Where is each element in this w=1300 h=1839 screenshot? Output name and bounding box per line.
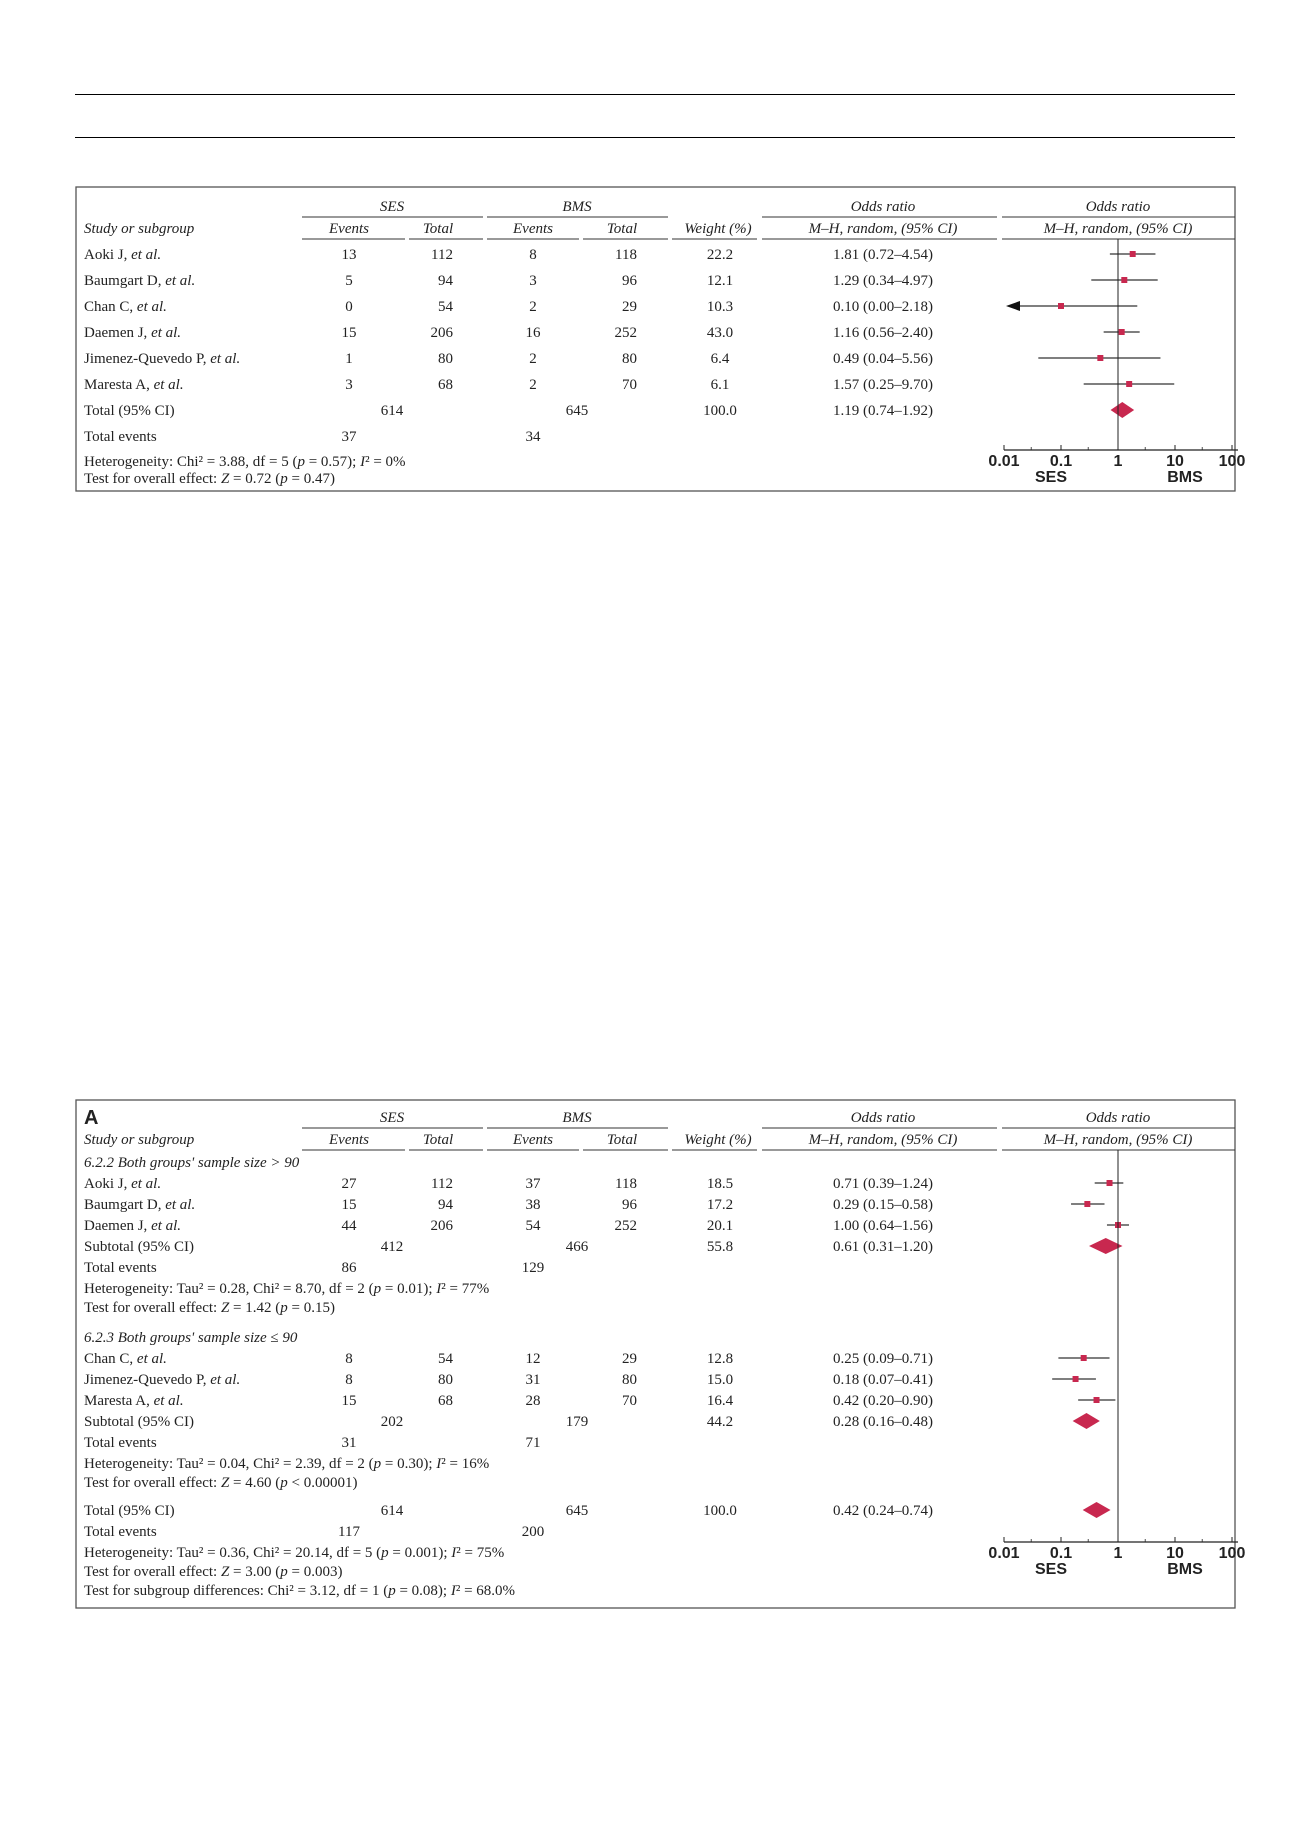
chart1-study-0-weight: 22.2 [706,247,734,263]
chart2-subgroup-1-study-1-events2: 31 [525,1372,541,1388]
chart1-study-3-weight: 43.0 [706,325,734,341]
chart1-heterogeneity: Heterogeneity: Chi² = 3.88, df = 5 (p = 0.57); I² = 0% [84,454,406,470]
chart1-study-2-ci-text: 0.10 (0.00–2.18) [833,299,933,315]
chart2-subgroup-1-study-1-weight: 15.0 [706,1372,734,1388]
chart2-subgroup-0-study-1-label: Baumgart D, et al. [84,1197,196,1213]
chart1-study-1-ci-text: 1.29 (0.34–4.97) [833,273,933,289]
chart2-subgroup-1-title: 6.2.3 Both groups' sample size ≤ 90 [84,1330,298,1346]
chart1-total-events-events2: 34 [525,429,541,445]
chart2-subgroup-1-study-1-label: Jimenez-Quevedo P, et al. [84,1372,241,1388]
chart1-study-5-point [1126,381,1132,387]
chart1-study-4-weight: 6.4 [710,351,730,367]
chart2-study-header: Study or subgroup [84,1132,195,1148]
chart1-or-title: Odds ratio [850,199,916,215]
chart2-subgroup-1-study-0-events2: 12 [525,1351,541,1367]
chart1-overall-effect: Test for overall effect: Z = 0.72 (p = 0.47) [84,471,335,487]
chart1-total-diamond [1111,402,1135,418]
chart2-subgroup-1-study-2-events1: 15 [341,1393,357,1409]
chart2-subgroup-0-study-1-point [1084,1201,1090,1207]
chart2-group2-header: BMS [562,1110,592,1126]
chart2-subgroup-1-study-2-weight: 16.4 [706,1393,734,1409]
chart1-study-0-ci-text: 1.81 (0.72–4.54) [833,247,933,263]
chart2-total-total2: 645 [565,1503,589,1519]
chart2-subgroup-0-total-events-label: Total events [84,1260,157,1276]
chart2-subgroup-1-study-0-total2: 29 [622,1351,637,1367]
chart2-subgroup-0-overall-effect: Test for overall effect: Z = 1.42 (p = 0.15) [84,1300,335,1316]
chart1-total-events-events1: 37 [341,429,357,445]
chart1-study-0-total1: 112 [431,247,453,263]
chart1-tick-label-3: 10 [1166,453,1184,470]
chart2-axis-left-label: SES [1034,1561,1068,1578]
chart1-study-1-total2: 96 [622,273,637,289]
chart1-study-1-events1: 5 [345,273,353,289]
chart1-or-method-header: M–H, random, (95% CI) [808,221,958,237]
chart2-subgroup-1-study-2-events2: 28 [525,1393,541,1409]
chart1-study-2-arrow [1006,301,1020,311]
chart2-subgroup-1-study-1-ci-text: 0.18 (0.07–0.41) [833,1372,933,1388]
chart1-study-5-events2: 2 [529,377,537,393]
chart2-total1-header: Total [422,1132,454,1148]
chart2-subgroup-1-subtotal-label: Subtotal (95% CI) [84,1414,194,1430]
chart2-subgroup-0-study-0-label: Aoki J, et al. [84,1176,162,1192]
chart1-study-2-total1: 54 [438,299,453,315]
chart1-study-2-events2: 2 [529,299,537,315]
chart1-study-4-events2: 2 [529,351,537,367]
chart1-total-total2: 645 [565,403,589,419]
chart2-note-0: Heterogeneity: Tau² = 0.36, Chi² = 20.14, df = 5 (p = 0.001); I² = 75% [84,1545,505,1561]
chart2-total2-header: Total [606,1132,638,1148]
chart2-subgroup-0-total-events-events2: 129 [521,1260,545,1276]
chart1-study-0-events1: 13 [341,247,357,263]
chart1-total-label: Total (95% CI) [84,403,175,419]
chart1-study-2-events1: 0 [345,299,353,315]
chart1-study-4-events1: 1 [345,351,353,367]
chart2-subgroup-0-subtotal-weight: 55.8 [706,1239,734,1255]
chart2-total-diamond [1083,1502,1111,1518]
chart1-study-header: Study or subgroup [84,221,195,237]
chart2-total-events-events1: 117 [338,1524,360,1540]
chart1-study-2-label: Chan C, et al. [84,299,167,315]
chart1-axis-left-label: SES [1034,469,1068,486]
chart2-tick-label-0: 0.01 [988,1545,1020,1562]
chart2-subgroup-0-study-1-events2: 38 [525,1197,541,1213]
chart2-subgroup-0-title: 6.2.2 Both groups' sample size > 90 [84,1155,300,1171]
chart1-plot-title: Odds ratio [1085,199,1151,215]
chart2-subgroup-0-study-1-total1: 94 [438,1197,453,1213]
chart2-panel-label: A [84,1107,99,1129]
chart2-subgroup-0-study-0-weight: 18.5 [706,1176,734,1192]
chart1-tick-label-2: 1 [1113,453,1123,470]
chart2-subgroup-0-study-0-events2: 37 [525,1176,541,1192]
chart2-subgroup-1-study-2-total1: 68 [438,1393,453,1409]
chart1-study-3-events1: 15 [341,325,357,341]
chart2-subgroup-0-study-2-total2: 252 [614,1218,637,1234]
chart2-total-weight: 100.0 [703,1503,737,1519]
chart2-subgroup-0-study-1-total2: 96 [622,1197,637,1213]
chart1-events1-header: Events [329,221,369,237]
chart2-subgroup-0-subtotal-ci-text: 0.61 (0.31–1.20) [833,1239,933,1255]
chart2-subgroup-1-subtotal-ci-text: 0.28 (0.16–0.48) [833,1414,933,1430]
chart1-study-3-point [1119,329,1125,335]
chart2-total-events-events2: 200 [521,1524,545,1540]
chart1-study-5-ci-text: 1.57 (0.25–9.70) [833,377,933,393]
chart2-subgroup-1-study-1-total1: 80 [438,1372,453,1388]
chart1-study-1-weight: 12.1 [706,273,734,289]
chart2-plot-title: Odds ratio [1085,1110,1151,1126]
chart1-weight-header: Weight (%) [684,221,752,237]
chart1-study-1-events2: 3 [529,273,537,289]
chart1-study-5-total1: 68 [438,377,453,393]
chart2-events1-header: Events [329,1132,369,1148]
chart1-study-0-events2: 8 [529,247,537,263]
chart1-study-2-total2: 29 [622,299,637,315]
chart1-events2-header: Events [513,221,553,237]
chart2-subgroup-0-study-2-ci-text: 1.00 (0.64–1.56) [833,1218,933,1234]
chart2-subgroup-1-study-2-total2: 70 [622,1393,637,1409]
chart2-tick-label-4: 100 [1218,1545,1246,1562]
chart1-study-4-point [1097,355,1103,361]
chart1-total-ci-text: 1.19 (0.74–1.92) [833,403,933,419]
chart2-subgroup-1-total-events-events2: 71 [525,1435,541,1451]
chart2-subgroup-0-study-1-weight: 17.2 [706,1197,734,1213]
chart2-subgroup-0-study-2-events1: 44 [341,1218,357,1234]
chart2-subgroup-1-study-1-events1: 8 [345,1372,353,1388]
chart2-axis-right-label: BMS [1167,1561,1203,1578]
chart2-note-2: Test for subgroup differences: Chi² = 3.12, df = 1 (p = 0.08); I² = 68.0% [84,1583,516,1599]
chart1-study-4-total1: 80 [438,351,453,367]
chart2-subgroup-0-total-events-events1: 86 [341,1260,357,1276]
chart2-tick-label-2: 1 [1113,1545,1123,1562]
chart2-subgroup-1-study-2-label: Maresta A, et al. [84,1393,184,1409]
chart2-subgroup-0-heterogeneity: Heterogeneity: Tau² = 0.28, Chi² = 8.70, df = 2 (p = 0.01); I² = 77% [84,1281,490,1297]
chart1-study-0-total2: 118 [615,247,637,263]
chart1-study-4-ci-text: 0.49 (0.04–5.56) [833,351,933,367]
chart2-note-1: Test for overall effect: Z = 3.00 (p = 0.003) [84,1564,343,1580]
chart1-study-5-weight: 6.1 [710,377,730,393]
chart2-plot-method-header: M–H, random, (95% CI) [1043,1132,1193,1148]
chart1-study-3-ci-text: 1.16 (0.56–2.40) [833,325,933,341]
chart2-subgroup-0-study-0-total2: 118 [615,1176,637,1192]
chart2-subgroup-0-study-2-events2: 54 [525,1218,541,1234]
chart2-total-events-label: Total events [84,1524,157,1540]
chart2-subgroup-1-study-1-point [1073,1376,1079,1382]
chart1-study-1-label: Baumgart D, et al. [84,273,196,289]
chart2-subgroup-0-study-2-weight: 20.1 [706,1218,734,1234]
chart2-subgroup-0-study-1-ci-text: 0.29 (0.15–0.58) [833,1197,933,1213]
chart2-subgroup-1-heterogeneity: Heterogeneity: Tau² = 0.04, Chi² = 2.39, df = 2 (p = 0.30); I² = 16% [84,1456,490,1472]
chart1-group1-header: SES [379,199,405,215]
chart1-plot-method-header: M–H, random, (95% CI) [1043,221,1193,237]
chart2-subgroup-0-study-1-events1: 15 [341,1197,357,1213]
chart2-total-total1: 614 [380,1503,404,1519]
chart2-subgroup-1-study-0-ci-text: 0.25 (0.09–0.71) [833,1351,933,1367]
chart1-total2-header: Total [606,221,638,237]
chart2-subgroup-1-subtotal-diamond [1073,1413,1100,1429]
chart1-study-3-total2: 252 [614,325,637,341]
chart2-weight-header: Weight (%) [684,1132,752,1148]
chart2-subgroup-1-subtotal-weight: 44.2 [706,1414,734,1430]
chart2-subgroup-0-study-2-total1: 206 [430,1218,453,1234]
chart2-subgroup-0-study-2-label: Daemen J, et al. [84,1218,182,1234]
chart1-tick-label-1: 0.1 [1049,453,1073,470]
chart1-study-3-label: Daemen J, et al. [84,325,182,341]
chart2-total-label: Total (95% CI) [84,1503,175,1519]
chart2-subgroup-1-overall-effect: Test for overall effect: Z = 4.60 (p < 0.00001) [84,1475,358,1491]
chart2-group1-header: SES [379,1110,405,1126]
chart1-study-4-label: Jimenez-Quevedo P, et al. [84,351,241,367]
chart1-axis-right-label: BMS [1167,469,1203,486]
chart2-subgroup-0-study-0-point [1107,1180,1113,1186]
chart2-subgroup-1-study-0-label: Chan C, et al. [84,1351,167,1367]
chart2-frame [76,1100,1235,1608]
chart2-subgroup-0-subtotal-label: Subtotal (95% CI) [84,1239,194,1255]
chart1-total1-header: Total [422,221,454,237]
chart2-subgroup-1-study-2-point [1094,1397,1100,1403]
chart2-subgroup-0-study-0-total1: 112 [431,1176,453,1192]
chart2-subgroup-1-study-2-ci-text: 0.42 (0.20–0.90) [833,1393,933,1409]
chart2-subgroup-1-study-0-total1: 54 [438,1351,453,1367]
chart2-subgroup-0-subtotal-diamond [1089,1238,1123,1254]
chart2-tick-label-3: 10 [1166,1545,1184,1562]
chart2-subgroup-1-study-0-weight: 12.8 [706,1351,734,1367]
chart2-subgroup-0-study-0-ci-text: 0.71 (0.39–1.24) [833,1176,933,1192]
chart2-or-method-header: M–H, random, (95% CI) [808,1132,958,1148]
chart1-study-1-point [1121,277,1127,283]
chart1-study-4-total2: 80 [622,351,637,367]
chart2-subgroup-1-subtotal-total2: 179 [565,1414,589,1430]
chart1-study-5-label: Maresta A, et al. [84,377,184,393]
chart2-or-title: Odds ratio [850,1110,916,1126]
chart2-subgroup-1-study-1-total2: 80 [622,1372,637,1388]
chart2-subgroup-0-subtotal-total1: 412 [380,1239,404,1255]
chart1-study-5-events1: 3 [345,377,353,393]
chart1-total-weight: 100.0 [703,403,737,419]
chart2-subgroup-1-total-events-events1: 31 [341,1435,357,1451]
chart2-subgroup-1-total-events-label: Total events [84,1435,157,1451]
chart2-total-ci-text: 0.42 (0.24–0.74) [833,1503,933,1519]
chart1-study-1-total1: 94 [438,273,453,289]
chart1-tick-label-4: 100 [1218,453,1246,470]
chart2-tick-label-1: 0.1 [1049,1545,1073,1562]
chart1-group2-header: BMS [562,199,592,215]
chart1-study-0-point [1130,251,1136,257]
chart1-study-0-label: Aoki J, et al. [84,247,162,263]
chart2-subgroup-1-study-0-point [1081,1355,1087,1361]
chart1-study-3-total1: 206 [430,325,453,341]
chart1-study-3-events2: 16 [525,325,541,341]
chart2-subgroup-1-study-0-events1: 8 [345,1351,353,1367]
chart1-study-2-weight: 10.3 [706,299,734,315]
chart1-total-total1: 614 [380,403,404,419]
chart1-total-events-label: Total events [84,429,157,445]
chart2-events2-header: Events [513,1132,553,1148]
chart2-subgroup-0-subtotal-total2: 466 [565,1239,589,1255]
chart2-subgroup-0-study-0-events1: 27 [341,1176,357,1192]
chart1-study-5-total2: 70 [622,377,637,393]
chart1-study-2-point [1058,303,1064,309]
chart1-tick-label-0: 0.01 [988,453,1020,470]
chart2-subgroup-1-subtotal-total1: 202 [380,1414,404,1430]
